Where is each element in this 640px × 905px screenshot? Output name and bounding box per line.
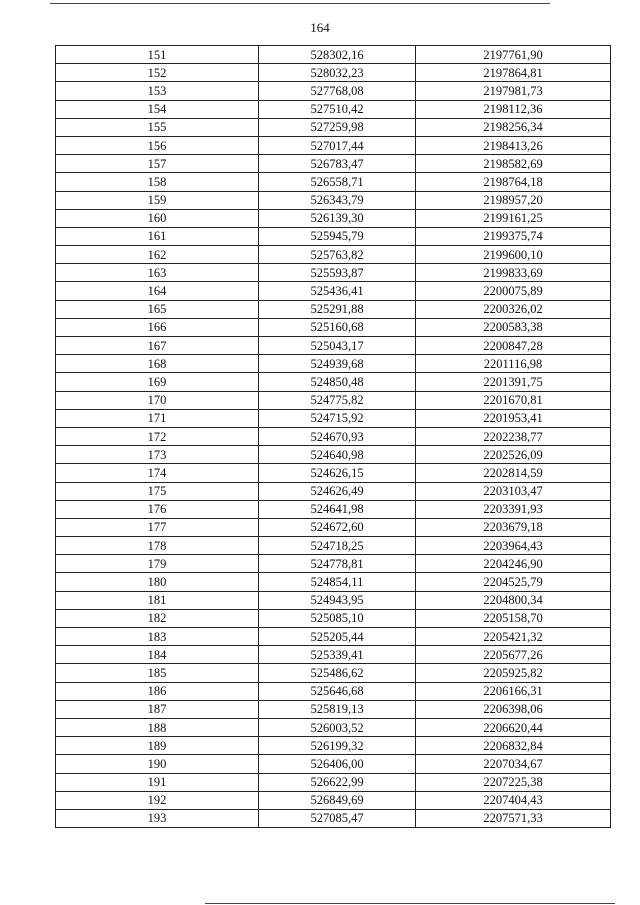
point-number-cell: 154 [56, 100, 259, 118]
y-coordinate-cell: 2207034,67 [416, 755, 611, 773]
x-coordinate-cell: 528302,16 [259, 46, 416, 64]
table-row [56, 646, 611, 664]
table-row [56, 500, 611, 518]
point-number-cell: 171 [56, 409, 259, 427]
point-number-cell: 189 [56, 737, 259, 755]
point-number-cell: 180 [56, 573, 259, 591]
table-row [56, 682, 611, 700]
y-coordinate-cell: 2206166,31 [416, 682, 611, 700]
x-coordinate-cell: 524718,25 [259, 537, 416, 555]
y-coordinate-cell: 2198582,69 [416, 155, 611, 173]
table-row [56, 373, 611, 391]
x-coordinate-cell: 524672,60 [259, 518, 416, 536]
x-coordinate-cell: 528032,23 [259, 64, 416, 82]
table-row [56, 427, 611, 445]
point-number-cell: 177 [56, 518, 259, 536]
y-coordinate-cell: 2199833,69 [416, 264, 611, 282]
y-coordinate-cell: 2201670,81 [416, 391, 611, 409]
y-coordinate-cell: 2207571,33 [416, 809, 611, 827]
bottom-border-line [205, 903, 615, 904]
table-row [56, 628, 611, 646]
table-row [56, 664, 611, 682]
point-number-cell: 164 [56, 282, 259, 300]
point-number-cell: 182 [56, 609, 259, 627]
point-number-cell: 192 [56, 791, 259, 809]
point-number-cell: 176 [56, 500, 259, 518]
table-row [56, 609, 611, 627]
top-border-line [50, 3, 550, 4]
y-coordinate-cell: 2201953,41 [416, 409, 611, 427]
x-coordinate-cell: 525646,68 [259, 682, 416, 700]
x-coordinate-cell: 527768,08 [259, 82, 416, 100]
x-coordinate-cell: 525160,68 [259, 318, 416, 336]
point-number-cell: 166 [56, 318, 259, 336]
table-row [56, 209, 611, 227]
y-coordinate-cell: 2198764,18 [416, 173, 611, 191]
point-number-cell: 187 [56, 700, 259, 718]
point-number-cell: 181 [56, 591, 259, 609]
x-coordinate-cell: 525291,88 [259, 300, 416, 318]
x-coordinate-cell: 527085,47 [259, 809, 416, 827]
x-coordinate-cell: 526849,69 [259, 791, 416, 809]
x-coordinate-cell: 526343,79 [259, 191, 416, 209]
point-number-cell: 152 [56, 64, 259, 82]
y-coordinate-cell: 2203391,93 [416, 500, 611, 518]
y-coordinate-cell: 2202814,59 [416, 464, 611, 482]
table-row [56, 809, 611, 827]
table-row [56, 555, 611, 573]
y-coordinate-cell: 2197864,81 [416, 64, 611, 82]
table-row [56, 191, 611, 209]
y-coordinate-cell: 2200847,28 [416, 337, 611, 355]
point-number-cell: 178 [56, 537, 259, 555]
table-row [56, 318, 611, 336]
point-number-cell: 188 [56, 718, 259, 736]
x-coordinate-cell: 524670,93 [259, 427, 416, 445]
point-number-cell: 162 [56, 246, 259, 264]
point-number-cell: 170 [56, 391, 259, 409]
table-row [56, 700, 611, 718]
table-row [56, 46, 611, 64]
table-row [56, 355, 611, 373]
x-coordinate-cell: 525593,87 [259, 264, 416, 282]
table-row [56, 300, 611, 318]
table-row [56, 136, 611, 154]
point-number-cell: 155 [56, 118, 259, 136]
x-coordinate-cell: 524715,92 [259, 409, 416, 427]
x-coordinate-cell: 525945,79 [259, 227, 416, 245]
y-coordinate-cell: 2198112,36 [416, 100, 611, 118]
x-coordinate-cell: 524854,11 [259, 573, 416, 591]
y-coordinate-cell: 2206398,06 [416, 700, 611, 718]
point-number-cell: 153 [56, 82, 259, 100]
table-row [56, 773, 611, 791]
x-coordinate-cell: 527510,42 [259, 100, 416, 118]
y-coordinate-cell: 2206620,44 [416, 718, 611, 736]
y-coordinate-cell: 2202238,77 [416, 427, 611, 445]
point-number-cell: 174 [56, 464, 259, 482]
point-number-cell: 193 [56, 809, 259, 827]
table-row [56, 755, 611, 773]
table-row [56, 246, 611, 264]
point-number-cell: 185 [56, 664, 259, 682]
x-coordinate-cell: 525486,62 [259, 664, 416, 682]
table-row [56, 118, 611, 136]
table-row [56, 173, 611, 191]
point-number-cell: 184 [56, 646, 259, 664]
y-coordinate-cell: 2203679,18 [416, 518, 611, 536]
point-number-cell: 160 [56, 209, 259, 227]
y-coordinate-cell: 2200075,89 [416, 282, 611, 300]
point-number-cell: 186 [56, 682, 259, 700]
x-coordinate-cell: 525763,82 [259, 246, 416, 264]
y-coordinate-cell: 2207225,38 [416, 773, 611, 791]
y-coordinate-cell: 2199600,10 [416, 246, 611, 264]
point-number-cell: 156 [56, 136, 259, 154]
point-number-cell: 157 [56, 155, 259, 173]
table-row [56, 464, 611, 482]
y-coordinate-cell: 2206832,84 [416, 737, 611, 755]
x-coordinate-cell: 524939,68 [259, 355, 416, 373]
x-coordinate-cell: 525436,41 [259, 282, 416, 300]
point-number-cell: 168 [56, 355, 259, 373]
table-row [56, 391, 611, 409]
coordinates-table [55, 45, 611, 828]
point-number-cell: 175 [56, 482, 259, 500]
x-coordinate-cell: 524640,98 [259, 446, 416, 464]
point-number-cell: 161 [56, 227, 259, 245]
page-number: 164 [310, 20, 330, 35]
x-coordinate-cell: 525339,41 [259, 646, 416, 664]
x-coordinate-cell: 527259,98 [259, 118, 416, 136]
x-coordinate-cell: 525043,17 [259, 337, 416, 355]
y-coordinate-cell: 2197981,73 [416, 82, 611, 100]
y-coordinate-cell: 2207404,43 [416, 791, 611, 809]
x-coordinate-cell: 524775,82 [259, 391, 416, 409]
table-row [56, 518, 611, 536]
table-row [56, 482, 611, 500]
table-row [56, 591, 611, 609]
table-row [56, 337, 611, 355]
y-coordinate-cell: 2198413,26 [416, 136, 611, 154]
x-coordinate-cell: 525819,13 [259, 700, 416, 718]
x-coordinate-cell: 525205,44 [259, 628, 416, 646]
point-number-cell: 159 [56, 191, 259, 209]
table-row [56, 791, 611, 809]
point-number-cell: 183 [56, 628, 259, 646]
x-coordinate-cell: 526199,32 [259, 737, 416, 755]
y-coordinate-cell: 2203103,47 [416, 482, 611, 500]
y-coordinate-cell: 2200583,38 [416, 318, 611, 336]
point-number-cell: 151 [56, 46, 259, 64]
table-row [56, 537, 611, 555]
x-coordinate-cell: 526558,71 [259, 173, 416, 191]
table-row [56, 282, 611, 300]
point-number-cell: 163 [56, 264, 259, 282]
point-number-cell: 179 [56, 555, 259, 573]
y-coordinate-cell: 2202526,09 [416, 446, 611, 464]
coordinates-table-body [56, 46, 611, 828]
y-coordinate-cell: 2198957,20 [416, 191, 611, 209]
table-row [56, 155, 611, 173]
point-number-cell: 172 [56, 427, 259, 445]
x-coordinate-cell: 526003,52 [259, 718, 416, 736]
y-coordinate-cell: 2204525,79 [416, 573, 611, 591]
y-coordinate-cell: 2203964,43 [416, 537, 611, 555]
x-coordinate-cell: 524641,98 [259, 500, 416, 518]
x-coordinate-cell: 526622,99 [259, 773, 416, 791]
x-coordinate-cell: 524778,81 [259, 555, 416, 573]
table-row [56, 409, 611, 427]
x-coordinate-cell: 526783,47 [259, 155, 416, 173]
y-coordinate-cell: 2205677,26 [416, 646, 611, 664]
x-coordinate-cell: 526139,30 [259, 209, 416, 227]
point-number-cell: 169 [56, 373, 259, 391]
y-coordinate-cell: 2199375,74 [416, 227, 611, 245]
y-coordinate-cell: 2205421,32 [416, 628, 611, 646]
table-row [56, 446, 611, 464]
table-row [56, 573, 611, 591]
x-coordinate-cell: 524850,48 [259, 373, 416, 391]
table-row [56, 737, 611, 755]
point-number-cell: 167 [56, 337, 259, 355]
x-coordinate-cell: 524626,15 [259, 464, 416, 482]
x-coordinate-cell: 527017,44 [259, 136, 416, 154]
y-coordinate-cell: 2199161,25 [416, 209, 611, 227]
x-coordinate-cell: 526406,00 [259, 755, 416, 773]
y-coordinate-cell: 2201391,75 [416, 373, 611, 391]
y-coordinate-cell: 2201116,98 [416, 355, 611, 373]
x-coordinate-cell: 525085,10 [259, 609, 416, 627]
y-coordinate-cell: 2204246,90 [416, 555, 611, 573]
table-row [56, 64, 611, 82]
y-coordinate-cell: 2200326,02 [416, 300, 611, 318]
table-row [56, 718, 611, 736]
x-coordinate-cell: 524943,95 [259, 591, 416, 609]
y-coordinate-cell: 2204800,34 [416, 591, 611, 609]
point-number-cell: 158 [56, 173, 259, 191]
table-row [56, 82, 611, 100]
table-row [56, 227, 611, 245]
y-coordinate-cell: 2205925,82 [416, 664, 611, 682]
table-row [56, 100, 611, 118]
point-number-cell: 173 [56, 446, 259, 464]
point-number-cell: 190 [56, 755, 259, 773]
point-number-cell: 191 [56, 773, 259, 791]
y-coordinate-cell: 2198256,34 [416, 118, 611, 136]
y-coordinate-cell: 2197761,90 [416, 46, 611, 64]
y-coordinate-cell: 2205158,70 [416, 609, 611, 627]
point-number-cell: 165 [56, 300, 259, 318]
table-row [56, 264, 611, 282]
x-coordinate-cell: 524626,49 [259, 482, 416, 500]
